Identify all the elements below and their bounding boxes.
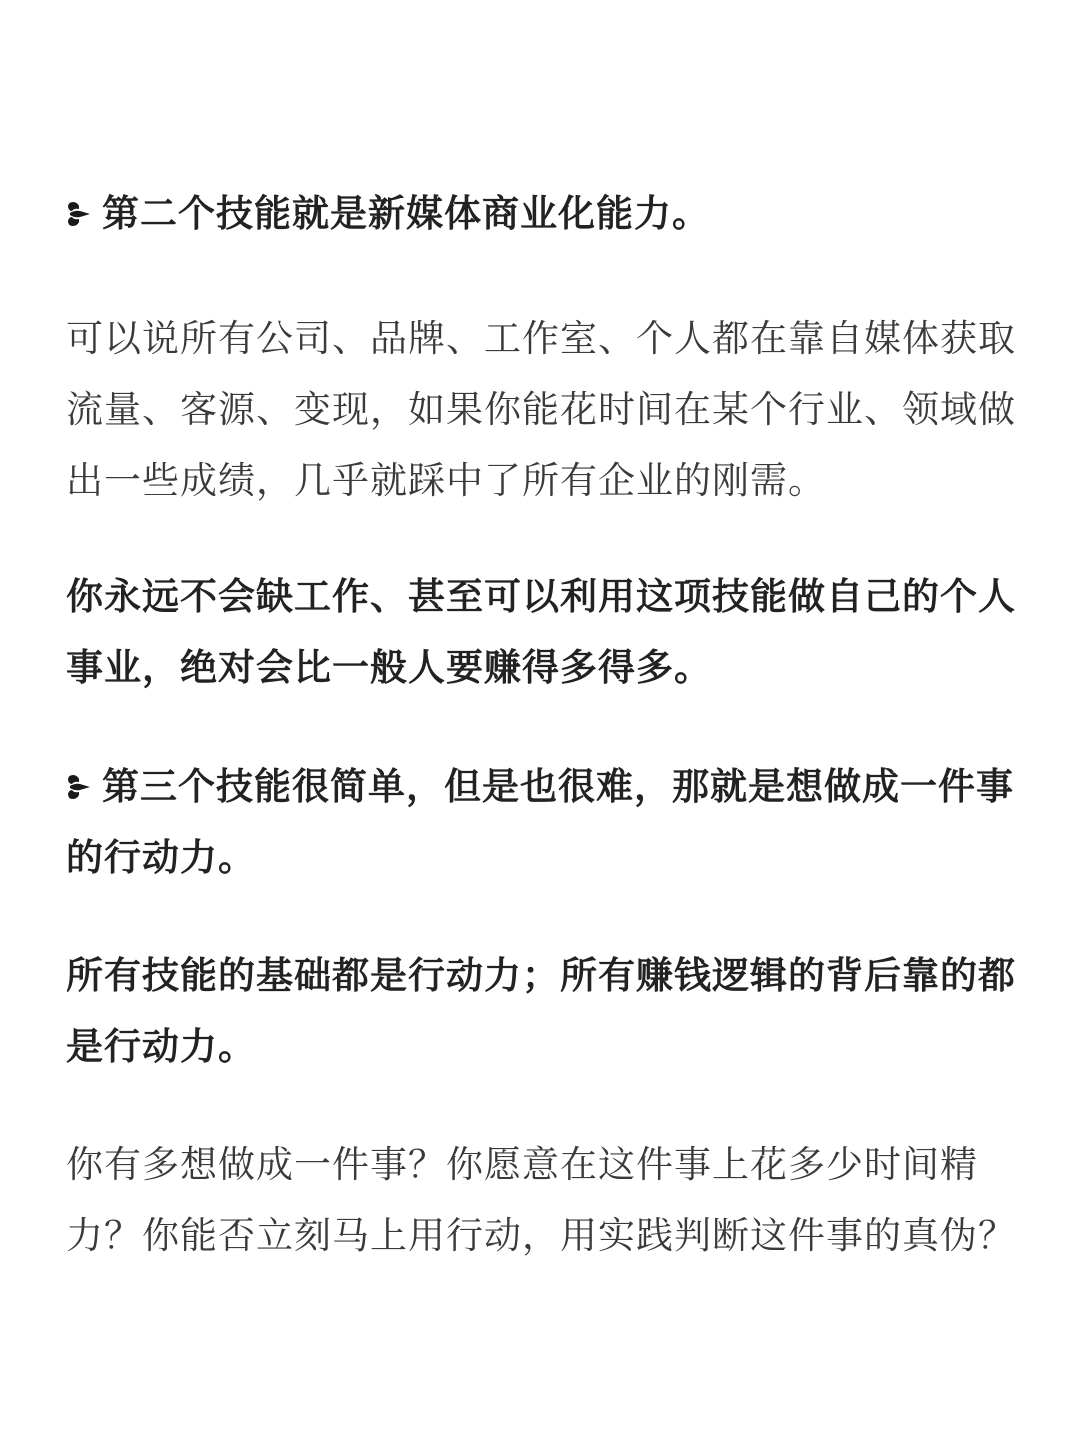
question-line: 你有多想做成一件事？你愿意在这件事上花多少时间精 bbox=[66, 1143, 978, 1186]
skill3-emphasis bbox=[66, 940, 1016, 1082]
skill2-body bbox=[66, 303, 1016, 516]
skill3-heading bbox=[66, 751, 1016, 893]
skill3-questions bbox=[66, 1129, 1016, 1271]
heading-line bbox=[66, 751, 1016, 822]
heart-arrow-icon bbox=[66, 199, 92, 229]
heading-line: 的行动力。 bbox=[66, 836, 256, 879]
emphasis-line: 所有技能的基础都是行动力；所有赚钱逻辑的背后靠的都 bbox=[66, 954, 1016, 997]
emphasis-line: 是行动力。 bbox=[66, 1025, 256, 1068]
emphasis-line: 你永远不会缺工作、甚至可以利用这项技能做自己的个人 bbox=[66, 575, 1016, 618]
question-line: 力？你能否立刻马上用行动，用实践判断这件事的真伪？ bbox=[66, 1214, 1016, 1257]
emphasis-line: 事业，绝对会比一般人要赚得多得多。 bbox=[66, 646, 712, 689]
heading-text: 第二个技能就是新媒体商业化能力。 bbox=[102, 192, 710, 235]
body-line: 出一些成绩，几乎就踩中了所有企业的刚需。 bbox=[66, 459, 826, 502]
body-line: 可以说所有公司、品牌、工作室、个人都在靠自媒体获取 bbox=[66, 317, 1016, 360]
heading-line bbox=[66, 178, 1016, 249]
skill2-heading bbox=[66, 178, 1016, 249]
heart-arrow-icon bbox=[66, 772, 92, 802]
skill2-emphasis bbox=[66, 561, 1016, 703]
heading-text: 第三个技能很简单，但是也很难，那就是想做成一件事 bbox=[102, 765, 1014, 808]
body-line: 流量、客源、变现，如果你能花时间在某个行业、领域做 bbox=[66, 388, 1016, 431]
